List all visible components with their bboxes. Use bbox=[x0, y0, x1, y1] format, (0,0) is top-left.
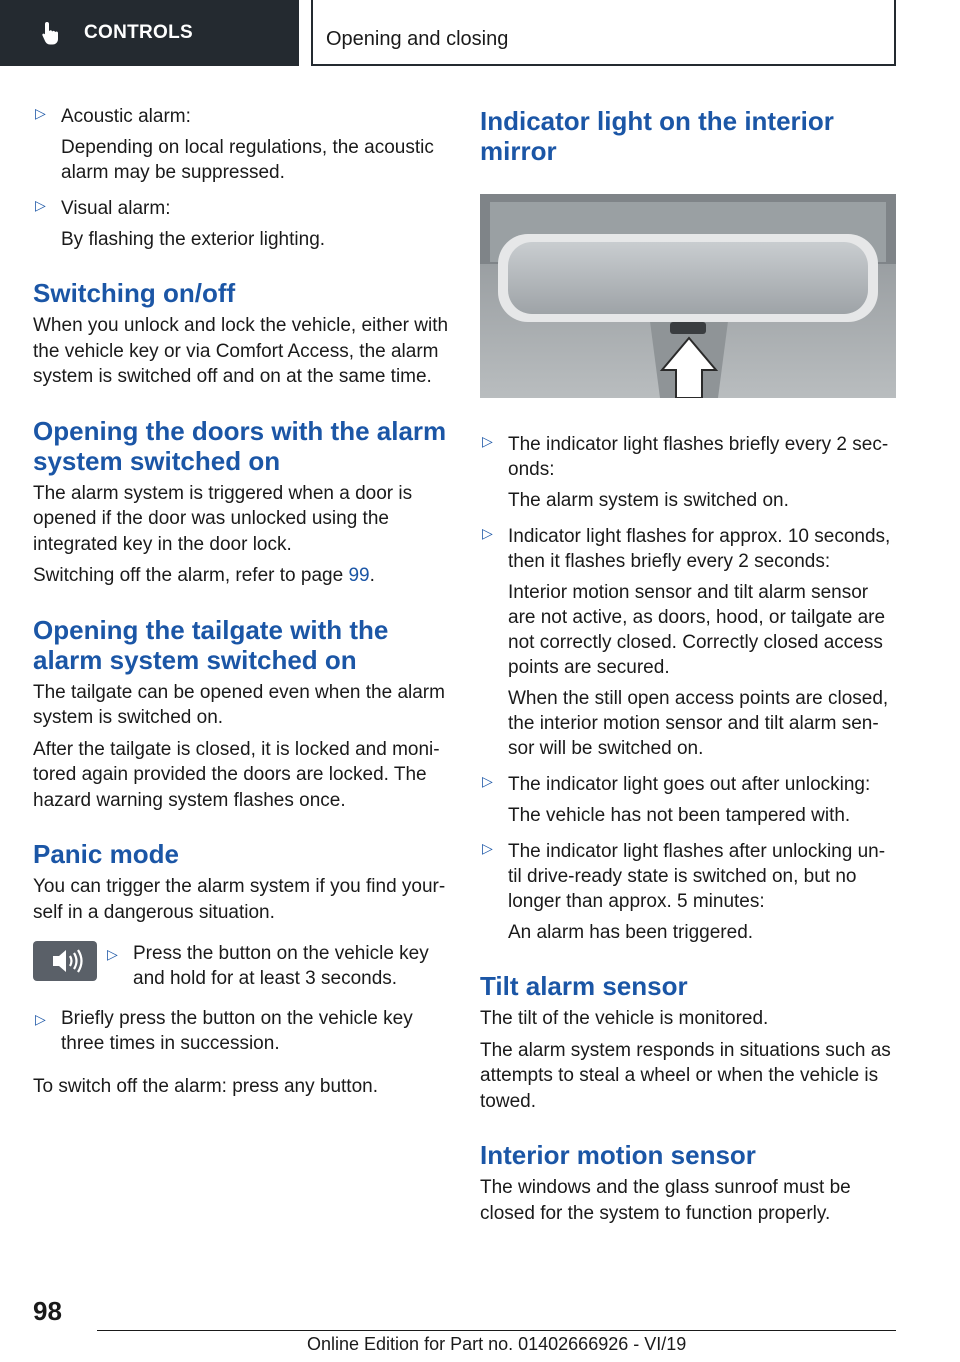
right-column bbox=[480, 100, 896, 1232]
alarm-speaker-icon bbox=[33, 941, 97, 981]
page-number: 98 bbox=[33, 1296, 62, 1326]
pointing-hand-icon bbox=[40, 20, 66, 46]
paragraph: After the tailgate is closed, it is locked and moni-tored again provided the doors are locked. The hazard warning system flashes once. bbox=[33, 738, 440, 811]
panic-button-instruction bbox=[33, 941, 451, 998]
section-title: CONTROLS bbox=[84, 22, 194, 43]
list-item bbox=[480, 768, 896, 828]
triangle-bullet-icon: ▷ bbox=[107, 946, 118, 962]
triangle-bullet-icon: ▷ bbox=[482, 773, 493, 789]
section-heading: Opening the doors with the alarm system switched on bbox=[33, 415, 447, 476]
page-link[interactable]: 99 bbox=[348, 565, 370, 586]
triangle-bullet-icon: ▷ bbox=[35, 105, 46, 121]
bullet-title: The indicator light flashes after unlocking un-til drive-ready state is switched on, but no longer than approx. 5 minutes: bbox=[508, 841, 886, 912]
paragraph: The windows and the glass sunroof must be closed for the system to function properly. bbox=[480, 1177, 851, 1224]
paragraph: The tailgate can be opened even when the alarm system is switched on. bbox=[33, 681, 445, 728]
bullet-title: Visual alarm: bbox=[61, 198, 171, 219]
list-item bbox=[480, 428, 896, 513]
triangle-bullet-icon: ▷ bbox=[482, 840, 493, 856]
paragraph: The alarm system responds in situations such as attempts to steal a wheel or when the vehicle is towed. bbox=[480, 1039, 891, 1112]
list-item bbox=[33, 100, 451, 185]
paragraph: To switch off the alarm: press any button. bbox=[33, 1076, 378, 1097]
bullet-title: Press the button on the vehicle key and hold for at least 3 seconds. bbox=[133, 943, 429, 989]
section-tab bbox=[0, 0, 299, 66]
section-heading: Switching on/off bbox=[33, 278, 236, 308]
paragraph: The tilt of the vehicle is monitored. bbox=[480, 1008, 769, 1029]
list-item bbox=[480, 835, 896, 945]
list-item bbox=[33, 1006, 451, 1056]
section-heading: Tilt alarm sensor bbox=[480, 971, 688, 1001]
paragraph: The alarm system is triggered when a door is opened if the door was unlocked using the integrated key in the door lock. bbox=[33, 482, 413, 555]
list-item bbox=[105, 941, 451, 991]
left-column bbox=[33, 100, 451, 1106]
paragraph: You can trigger the alarm system if you find your-self in a dangerous situation. bbox=[33, 876, 446, 923]
bullet-detail: An alarm has been triggered. bbox=[508, 922, 754, 943]
bullet-title: The indicator light flashes briefly every 2 sec-onds: bbox=[508, 434, 889, 480]
bullet-detail: Interior motion sensor and tilt alarm sensor are not active, as doors, hood, or tailgate are not correctly closed. Correctly closed access points are secured. bbox=[508, 582, 886, 678]
bullet-title: Indicator light flashes for approx. 10 seconds, then it flashes briefly every 2 seconds: bbox=[508, 526, 891, 572]
list-item bbox=[480, 520, 896, 761]
edition-note: Online Edition for Part no. 01402666926 - VI/19 bbox=[307, 1334, 687, 1354]
section-heading: Panic mode bbox=[33, 839, 179, 869]
triangle-bullet-icon: ▷ bbox=[35, 1011, 46, 1027]
footer-divider bbox=[97, 1330, 896, 1331]
triangle-bullet-icon: ▷ bbox=[482, 433, 493, 449]
section-heading: Opening the tailgate with the alarm system switched on bbox=[33, 614, 389, 675]
section-heading: Interior motion sensor bbox=[480, 1140, 756, 1170]
list-item bbox=[33, 192, 451, 252]
section-heading: Indicator light on the interior mirror bbox=[480, 106, 834, 166]
paragraph: When you unlock and lock the vehicle, either with the vehicle key or via Comfort Access, the alarm system is switched off and on at the same time. bbox=[33, 315, 449, 387]
bullet-detail: When the still open access points are closed, the interior motion sensor and tilt alarm sen-sor will be switched on. bbox=[508, 688, 889, 759]
bullet-title: The indicator light goes out after unlocking: bbox=[508, 774, 871, 795]
chapter-title: Opening and closing bbox=[311, 0, 896, 66]
bullet-title: Briefly press the button on the vehicle key three times in succession. bbox=[61, 1008, 413, 1054]
page-reference: Switching off the alarm, refer to page 99. bbox=[33, 565, 375, 586]
bullet-title: Acoustic alarm: bbox=[61, 106, 191, 127]
interior-mirror-figure bbox=[480, 194, 896, 398]
triangle-bullet-icon: ▷ bbox=[482, 525, 493, 541]
bullet-detail: By flashing the exterior lighting. bbox=[61, 229, 326, 250]
bullet-detail: The vehicle has not been tampered with. bbox=[508, 805, 851, 826]
bullet-detail: Depending on local regulations, the acoustic alarm may be suppressed. bbox=[61, 137, 434, 183]
bullet-detail: The alarm system is switched on. bbox=[508, 490, 789, 511]
triangle-bullet-icon: ▷ bbox=[35, 197, 46, 213]
